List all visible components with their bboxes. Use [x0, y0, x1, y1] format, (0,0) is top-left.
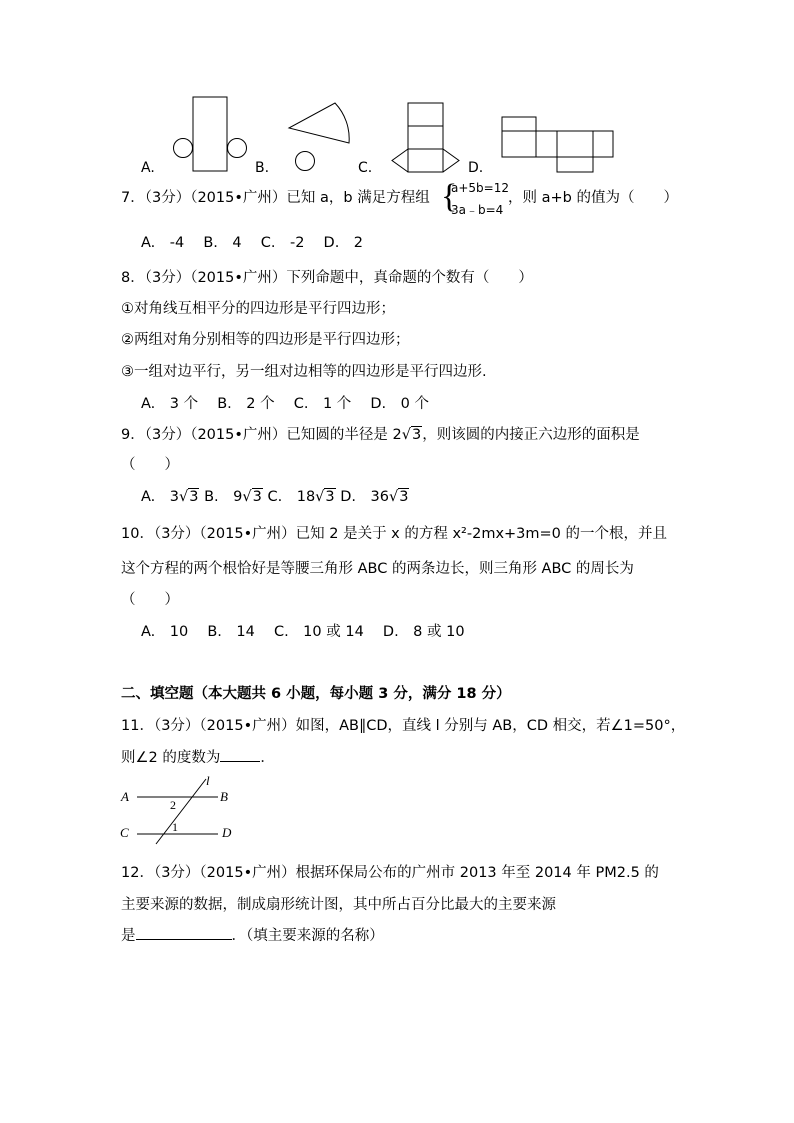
option-d-label: D.: [468, 160, 484, 176]
q7-options: A. -4 B. 4 C. -2 D. 2: [141, 235, 364, 251]
option-c-label: C.: [358, 160, 373, 176]
q8-options: A. 3 个 B. 2 个 C. 1 个 D. 0 个: [141, 396, 430, 412]
q9-option-b-radicand: 3: [252, 489, 262, 505]
q9-stem-end: ，则该圆的内接正六边形的面积是: [422, 427, 640, 443]
q11-line-2-start: 则∠2 的度数为: [121, 750, 221, 766]
q9-option-c-sqrt: √3: [315, 489, 335, 505]
q9-option-d-radicand: 3: [399, 489, 409, 505]
q9-option-b: B. 9: [199, 489, 243, 505]
q11-label-a: A: [121, 789, 129, 804]
q11-line-1: 11．（3分）（2015•广州）如图，AB∥CD，直线 l 分别与 AB，CD 相交，若∠1=50°，: [121, 718, 686, 734]
q8-statement-1: ①对角线互相平分的四边形是平行四边形；: [121, 301, 395, 317]
q8-statement-2: ②两组对角分别相等的四边形是平行四边形；: [121, 332, 410, 348]
q7-stem-start: 7．（3分）（2015•广州）已知 a，b 满足方程组: [121, 190, 430, 206]
q7-equation-2: 3a﹣b=4: [451, 203, 504, 217]
q10-line-2: 这个方程的两个根恰好是等腰三角形 ABC 的两条边长，则三角形 ABC 的周长为: [121, 561, 634, 577]
q9-option-a: A. 3: [141, 489, 179, 505]
q11-label-l: l: [206, 773, 210, 788]
option-b-label: B.: [255, 160, 270, 176]
q11-label-d: D: [222, 825, 232, 840]
q9-answer-paren: （ ）: [121, 457, 179, 473]
q9-option-a-radicand: 3: [189, 489, 199, 505]
q9-option-c-radicand: 3: [325, 489, 335, 505]
q9-radicand: 3: [412, 427, 422, 443]
q9-option-c: C. 18: [262, 489, 316, 505]
q12-line-3-end: ．（填主要来源的名称）: [231, 928, 384, 944]
q10-answer-paren: （ ）: [121, 592, 179, 608]
section-2-heading: 二、填空题（本大题共 6 小题，每小题 3 分，满分 18 分）: [121, 686, 511, 702]
q9-stem-start: 9．（3分）（2015•广州）已知圆的半径是 2: [121, 427, 402, 443]
q12-line-3-start: 是: [121, 928, 136, 944]
q11-label-c: C: [120, 825, 129, 840]
q12-line-1: 12．（3分）（2015•广州）根据环保局公布的广州市 2013 年至 2014 年 PM2.5 的: [121, 865, 659, 881]
q9-option-a-sqrt: √3: [179, 489, 199, 505]
q11-line-2-end: ．: [260, 750, 275, 766]
q9-option-b-sqrt: √3: [242, 489, 262, 505]
q12-answer-blank[interactable]: [136, 939, 232, 940]
option-a-label: A.: [141, 160, 155, 176]
q9-sqrt: √3: [401, 427, 422, 443]
q11-angle-1-label: 1: [172, 820, 178, 834]
q7-brace: {: [441, 178, 458, 215]
q9-option-d: D. 36: [335, 489, 389, 505]
q12-line-3: [121, 926, 384, 946]
q8-statement-3: ③一组对边平行，另一组对边相等的四边形是平行四边形.: [121, 364, 487, 380]
q7-equation-1: a+5b=12: [451, 181, 509, 195]
q9-option-d-sqrt: √3: [389, 489, 409, 505]
q11-label-b: B: [220, 789, 228, 804]
q10-line-1: 10．（3分）（2015•广州）已知 2 是关于 x 的方程 x²-2mx+3m=0 的一个根，并且: [121, 526, 668, 542]
q10-options: A. 10 B. 14 C. 10 或 14 D. 8 或 10: [141, 624, 465, 640]
q8-stem: 8．（3分）（2015•广州）下列命题中，真命题的个数有（ ）: [121, 270, 533, 286]
q7-stem-end: ，则 a+b 的值为（ ）: [508, 190, 678, 206]
q11-angle-2-label: 2: [170, 798, 176, 812]
q12-line-2: 主要来源的数据，制成扇形统计图，其中所占百分比最大的主要来源: [121, 897, 556, 913]
